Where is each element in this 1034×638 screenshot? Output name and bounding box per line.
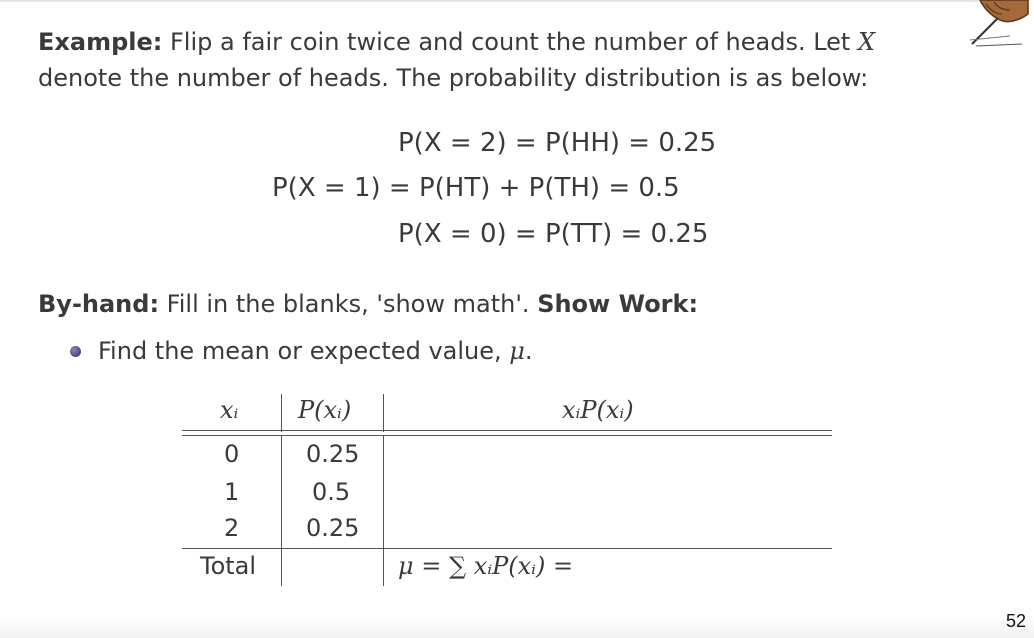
example-line-1 xyxy=(38,24,875,60)
bullet-text: Find the mean or expected value, xyxy=(98,337,510,365)
mu-symbol: μ xyxy=(509,337,525,365)
row-1-p: 0.5 xyxy=(312,478,351,506)
vline-2-body xyxy=(383,436,384,548)
vline-1-body xyxy=(281,436,282,548)
top-rule xyxy=(0,0,980,2)
header-xp: xᵢP(xᵢ) xyxy=(562,396,634,424)
footer-band xyxy=(0,616,1034,638)
vline-2-header xyxy=(383,394,384,432)
equation-x1: P(X = 1) = P(HT) + P(TH) = 0.5 xyxy=(272,173,680,203)
example-text: Flip a fair coin twice and count the number of heads. Let xyxy=(162,28,858,56)
byhand-text: Fill in the blanks, 'show math'. xyxy=(159,290,538,318)
header-x: xᵢ xyxy=(220,396,239,424)
variable-x: X xyxy=(857,28,876,56)
mu-formula: μ = ∑ xᵢP(xᵢ) = xyxy=(398,552,574,580)
row-2-x: 2 xyxy=(224,514,240,542)
total-label: Total xyxy=(200,552,257,580)
byhand-label: By-hand: xyxy=(38,290,160,318)
header-rule-bottom xyxy=(182,435,832,436)
example-label: Example: xyxy=(38,28,163,56)
header-rule-top xyxy=(182,430,832,431)
vline-2-total xyxy=(383,548,384,586)
equation-x0: P(X = 0) = P(TT) = 0.25 xyxy=(398,219,709,249)
row-0-p: 0.25 xyxy=(306,440,360,468)
header-p: P(xᵢ) xyxy=(298,396,352,424)
hand-writing-icon xyxy=(950,0,1030,60)
show-work-label: Show Work: xyxy=(537,290,699,318)
total-rule xyxy=(182,548,832,549)
bullet-item xyxy=(98,333,533,369)
bullet-icon xyxy=(70,346,81,357)
row-0-x: 0 xyxy=(224,440,240,468)
row-1-x: 1 xyxy=(224,478,240,506)
page-number: 52 xyxy=(1005,611,1026,631)
example-line-2: denote the number of heads. The probability distribution is as below: xyxy=(38,64,869,92)
row-2-p: 0.25 xyxy=(306,514,360,542)
vline-1-header xyxy=(281,394,282,432)
vline-1-total xyxy=(281,548,282,586)
bullet-end: . xyxy=(524,337,533,365)
byhand-line xyxy=(38,286,698,322)
equation-x2: P(X = 2) = P(HH) = 0.25 xyxy=(398,128,717,158)
